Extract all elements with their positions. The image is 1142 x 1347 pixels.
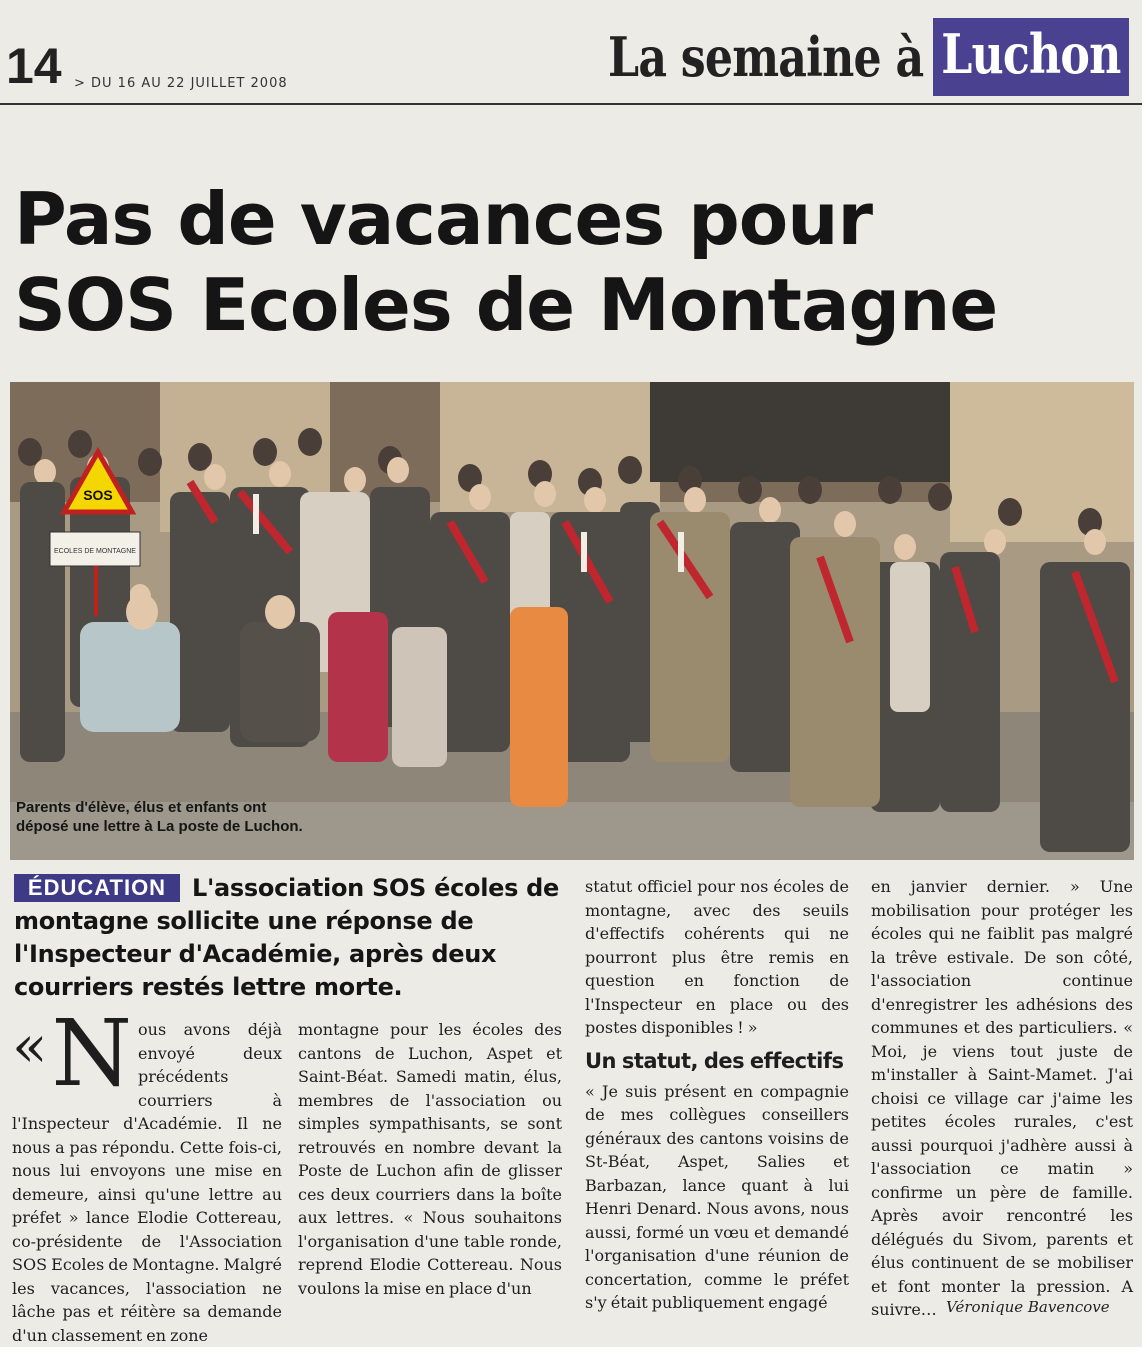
page-number: 14	[6, 38, 62, 94]
column-1-text: ous avons déjà envoyé deux précédents courriers à l'Inspecteur d'Académie. Il ne nous a pas répondu. Cette fois-ci, nous lui envoyons une mise en demeure, ainsi qu'une lettre au préfet » lance Elodie Cottereau, co-présidente de l'Association SOS Ecoles de Montagne. Malgré les vacances, l'association ne lâche pas et réitère sa demande d'un classement en zone	[12, 1020, 282, 1345]
article-column-1	[12, 1000, 282, 1347]
headline	[14, 176, 1134, 348]
column-3-text-b: « Je suis présent en compagnie de mes collègues conseillers généraux des cantons voisins de St-Béat, Aspet, Salies et Barbazan, lance quant à lui Henri Denard. Nous avons, nous aussi, formé un vœu et demandé l'organisation d'une réunion de concertation, comme le préfet s'y était publiquement engagé	[585, 1081, 849, 1312]
author-signature: Véronique Bavencove	[946, 1298, 1110, 1316]
photo-sign-text: SOS	[83, 487, 113, 503]
section-kicker: ÉDUCATION	[14, 874, 180, 902]
article-lede: L'association SOS écoles de montagne sollicite une réponse de l'Inspecteur d'Académie, après deux courriers restés lettre morte.	[14, 874, 559, 1001]
article-column-4	[871, 875, 1133, 1322]
masthead-prefix: La semaine à	[608, 25, 924, 89]
article-column-2	[298, 1018, 562, 1300]
group-photo-illustration	[10, 382, 1134, 860]
header-rule	[0, 103, 1142, 105]
photo-sign-plate: ECOLES DE MONTAGNE	[54, 548, 136, 555]
headline-line-1: Pas de vacances pour	[14, 177, 873, 261]
article-subhead: Un statut, des effectifs	[585, 1048, 844, 1073]
edition-date: > DU 16 AU 22 JUILLET 2008	[74, 76, 288, 91]
group-photo	[10, 382, 1134, 860]
dropcap-quote: «	[12, 1012, 48, 1080]
headline-line-2: SOS Ecoles de Montagne	[14, 263, 998, 347]
column-3-text: statut officiel pour nos écoles de montagne, avec des seuils d'effectifs cohérents qui ne pourront plus être remis en question en fonction de l'Inspecteur en place ou des postes disponibles ! »	[585, 877, 849, 1037]
photo-caption: Parents d'élève, élus et enfants ont déposé une lettre à La poste de Luchon.	[16, 799, 303, 835]
article-column-3	[585, 875, 849, 1315]
dropcap-letter: N	[51, 1000, 132, 1107]
masthead-city: Luchon	[933, 18, 1129, 96]
masthead	[608, 18, 1142, 102]
column-4-text: en janvier dernier. » Une mobilisation pour protéger les écoles qui ne faiblit pas malgré la trêve estivale. De son côté, l'association continue d'enregistrer les adhésions des communes et des particuliers. « Moi, je viens tout juste de m'installer à Saint-Mamet. J'ai choisi ce village car j'aime les petites écoles rurales, c'est aussi pourquoi j'adhère aussi à l'association ce matin » confirme un père de famille. Après avoir rencontré les délégués du Sivom, parents et élus continuent de se mobiliser et font monter la pression. A suivre…	[871, 877, 1133, 1319]
column-2-text: montagne pour les écoles des cantons de Luchon, Aspet et Saint-Béat. Samedi matin, élus, membres de l'association ou simples sympathisants, se sont retrouvés en nombre devant la Poste de Luchon afin de glisser ces deux courriers dans la boîte aux lettres. « Nous souhaitons l'organisation d'une table ronde, reprend Elodie Cottereau. Nous voulons la mise en place d'un	[298, 1020, 562, 1298]
